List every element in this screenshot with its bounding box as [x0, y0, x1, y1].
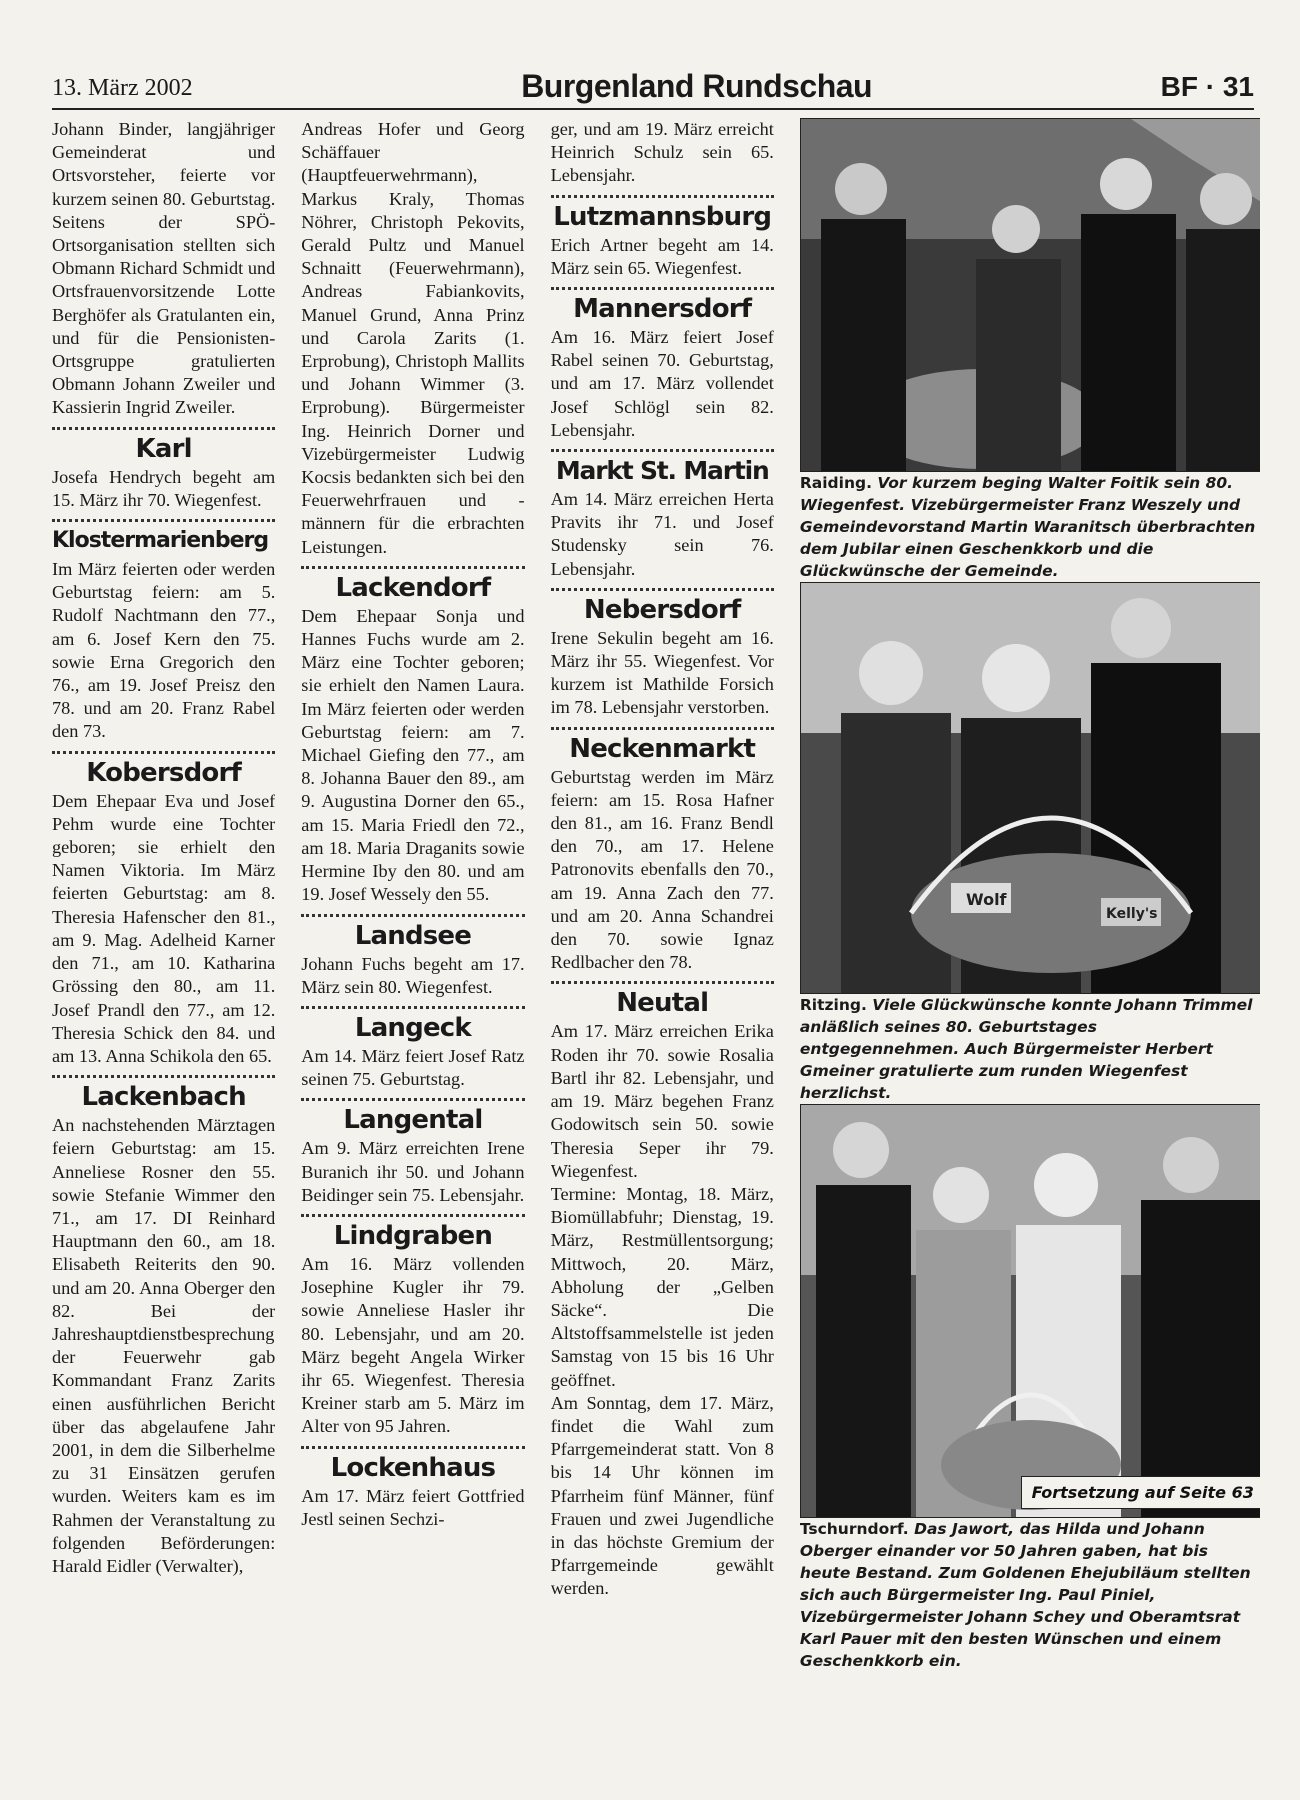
article-text: Im März feierten oder werden Geburtstag feiern: am 5. Rudolf Nachtmann den 77., am 6. Josef Kern den 75. sowie Erna Gregorich den 76., am 19. Josef Preisz den 78. und am 20. Franz Rabel den 73. — [52, 559, 276, 742]
article-text: Johann Fuchs begeht am 17. März sein 80. Wiegenfest. — [301, 953, 525, 997]
section-heading-lackendorf: Lackendorf — [335, 572, 491, 603]
column-3 — [551, 118, 774, 1672]
section-heading-klostermarienberg: Klostermarienberg — [52, 528, 269, 554]
article-text: Am 16. März feiert Josef Rabel seinen 70. Geburtstag, und am 17. März vollendet Josef Schlögl sein 82. Lebensjahr. — [550, 327, 774, 440]
photo-group-four-people — [801, 119, 1260, 471]
dotted-separator — [551, 287, 774, 290]
section-heading-lockenhaus: Lockenhaus — [330, 1452, 496, 1483]
article-text: Dem Ehepaar Sonja und Hannes Fuchs wurde am 2. März eine Tochter geboren; sie erhielt den Namen Laura. Im März feierten oder werden Geburtstag feiern: am 7. Michael Giefing den 77., am 8. Johanna Bauer den 89., am 9. Augustina Dorner den 65., am 15. Maria Friedl den 72., am 18. Maria Draganits sowie Hermine Iby den 80. und am 19. Josef Wessely den 55. — [301, 605, 525, 905]
page-header — [52, 58, 1254, 110]
caption-text: Das Jawort, das Hilda und Johann Oberger einander vor 50 Jahren gaben, hat bis heute Bestand. Zum Goldenen Ehejubiläum stellten sich auch Bürgermeister Ing. Paul Piniel, Vizebürgermeister Johann Schey und Oberamtsrat Karl Pauer mit den besten Wünschen und einem Geschenkkorb ein. — [799, 1520, 1251, 1670]
article-text: Am 14. März erreichen Herta Pravits ihr 71. und Josef Studensky sein 76. Lebensjahr. — [550, 489, 774, 579]
section-heading-langeck: Langeck — [354, 1012, 471, 1043]
section-heading-mannersdorf: Mannersdorf — [573, 294, 752, 325]
article-text: Erich Artner begeht am 14. März sein 65. Wiegenfest. — [550, 234, 774, 278]
article-text: Geburtstag werden im März feiern: am 15. Rosa Hafner den 81., am 16. Franz Bendl den 70., am 17. Helene Patronovits ebenfalls den 70., am 19. Anna Zach den 77. und am 20. Anna Schandrei den 70. sowie Ignaz Redlbacher den 78. — [550, 766, 774, 973]
section-heading-neckenmarkt: Neckenmarkt — [569, 733, 756, 764]
section-heading-landsee: Landsee — [354, 920, 472, 951]
dotted-separator — [551, 981, 774, 984]
section-heading-kobersdorf: Kobersdorf — [86, 757, 241, 788]
caption-text: Vor kurzem beging Walter Foitik sein 80. Wiegenfest. Vizebürgermeister Franz Weszely und Gemeindevorstand Martin Waranitsch überbrachten dem Jubilar einen Geschenkkorb und die Glückwünsche der Gemeinde. — [799, 474, 1256, 580]
basket-label: Wolf — [965, 890, 1007, 909]
dotted-separator — [301, 1446, 524, 1449]
caption-place: Raiding. — [799, 474, 872, 492]
basket-label: Kelly's — [1105, 906, 1158, 922]
photo-caption — [800, 1518, 1260, 1672]
dotted-separator — [52, 751, 275, 754]
article-text: Am 17. März feiert Gottfried Jestl seinen Sechzi- — [301, 1485, 525, 1529]
dotted-separator — [551, 449, 774, 452]
article-text: An nachstehenden Märztagen feiern Geburtstag: am 15. Anneliese Rosner den 55. sowie Stefanie Wimmer den 71., am 17. DI Reinhard Hauptmann den 60., am 18. Elisabeth Reiterits den 90. und am 20. Anna Oberger den 82. Bei der Jahreshauptdienstbesprechung der Feuerwehr gab Kommandant Franz Zarits einen ausführlichen Bericht über das abgelaufene Jahr 2001, in dem die Silberhelme zu 31 Einsätzen gerufen wurden. Weiters kam es im Rahmen der Veranstaltung zu folgenden Beförderungen: Harald Eidler (Verwalter), — [52, 1115, 276, 1576]
column-2 — [301, 118, 524, 1672]
dotted-separator — [301, 914, 524, 917]
continuation-note: Fortsetzung auf Seite 63 — [1021, 1476, 1260, 1509]
article-text: Am 17. März erreichen Erika Roden ihr 70. sowie Rosalia Bartl ihr 82. Lebensjahr, und am 19. März begehen Franz Godowitsch sein 50. sowie Theresia Seper ihr 79. Wiegenfest. — [550, 1021, 774, 1181]
section-heading-karl: Karl — [135, 433, 192, 464]
article-text: Andreas Hofer und Georg Schäffauer (Hauptfeuerwehrmann), Markus Kraly, Thomas Nöhrer, Christoph Pekovits, Gerald Pultz und Manuel Schnaitt (Feuerwehrmann), Andreas Fabiankovits, Manuel Grund, Anna Prinz und Carola Zarits (1. Erprobung), Christoph Mallits und Johann Wimmer (3. Erprobung). Bürgermeister Ing. Heinrich Dorner und Vizebürgermeister Ludwig Kocsis bedankten sich bei den Feuerwehrfrauen und -männern für die erbrachten Leistungen. — [301, 119, 525, 557]
photo-tschurndorf — [800, 1104, 1260, 1518]
issue-date: 13. März 2002 — [52, 75, 193, 101]
photo-group-with-basket — [801, 583, 1260, 993]
section-heading-lindgraben: Lindgraben — [333, 1220, 493, 1251]
article-text: Am 16. März vollenden Josephine Kugler ihr 79. sowie Anneliese Hasler ihr 80. Lebensjahr, und am 20. März begeht Angela Wirker ihr 65. Wiegenfest. Theresia Kreiner starb am 5. März im Alter von 95 Jahren. — [301, 1253, 525, 1437]
photo-group-anniversary — [801, 1105, 1260, 1517]
photo-caption — [800, 994, 1260, 1104]
column-1 — [52, 118, 275, 1672]
article-text: ger, und am 19. März erreicht Heinrich Schulz sein 65. Lebensjahr. — [550, 119, 774, 186]
photo-raiding — [800, 118, 1260, 472]
dotted-separator — [551, 195, 774, 198]
section-heading-markt-st-martin: Markt St. Martin — [555, 456, 769, 486]
newspaper-title: Burgenland Rundschau — [521, 68, 873, 104]
section-heading-neutal: Neutal — [616, 988, 709, 1019]
dotted-separator — [301, 566, 524, 569]
photo-column — [800, 118, 1260, 1672]
section-heading-nebersdorf: Nebersdorf — [583, 594, 741, 625]
dotted-separator — [551, 588, 774, 591]
article-text: Termine: Montag, 18. März, Biomüllabfuhr; Dienstag, 19. März, Restmüllentsorgung; Mittwoch, 20. März, Abholung der „Gelben Säcke“. Die Altstoffsammelstelle ist jeden Samstag von 15 bis 16 Uhr geöffnet. — [550, 1183, 774, 1390]
dotted-separator — [52, 519, 275, 522]
caption-text: Viele Glückwünsche konnte Johann Trimmel anläßlich seines 80. Geburtstages entgegennehmen. Auch Bürgermeister Herbert Gmeiner gratulierte zum runden Wiegenfest herzlichst. — [799, 996, 1253, 1102]
article-text: Am Sonntag, dem 17. März, findet die Wahl zum Pfarrgemeinderat statt. Von 8 bis 14 Uhr können im Pfarrheim fünf Männer, fünf Frauen und zwei Jugendliche in das höchste Gremium der Pfarrgemeinde gewählt werden. — [550, 1392, 774, 1599]
article-text: Am 9. März erreichten Irene Buranich ihr 50. und Johann Beidinger sein 75. Lebensjahr. — [301, 1138, 525, 1205]
caption-place: Ritzing. — [799, 996, 867, 1014]
article-text: Josefa Hendrych begeht am 15. März ihr 70. Wiegenfest. — [52, 466, 276, 510]
article-text: Am 14. März feiert Josef Ratz seinen 75. Geburtstag. — [301, 1045, 525, 1090]
dotted-separator — [52, 427, 275, 430]
article-text: Johann Binder, langjähriger Gemeinderat und Ortsvorsteher, feierte vor kurzem seinen 80. Geburtstag. Seitens der SPÖ-Ortsorganisation stellten sich Obmann Richard Schmidt und Ortsfrauenvorsitzende Lotte Berghöfer als Gratulanten ein, und für die Pensionisten-Ortsgruppe gratulierten Obmann Johann Zweiler und Kassierin Ingrid Zweiler. — [52, 119, 276, 418]
section-heading-langental: Langental — [343, 1105, 483, 1136]
dotted-separator — [301, 1006, 524, 1009]
caption-place: Tschurndorf. — [799, 1520, 909, 1538]
page-number: BF · 31 — [1160, 71, 1254, 102]
section-heading-lackenbach: Lackenbach — [81, 1082, 246, 1113]
article-text: Irene Sekulin begeht am 16. März ihr 55. Wiegenfest. Vor kurzem ist Mathilde Forsich im 78. Lebensjahr verstorben. — [550, 627, 774, 718]
photo-caption — [800, 472, 1260, 582]
section-heading-lutzmannsburg: Lutzmannsburg — [553, 201, 772, 232]
dotted-separator — [551, 727, 774, 730]
dotted-separator — [301, 1098, 524, 1101]
dotted-separator — [301, 1214, 524, 1217]
photo-ritzing — [800, 582, 1260, 994]
dotted-separator — [52, 1075, 275, 1078]
article-text: Dem Ehepaar Eva und Josef Pehm wurde eine Tochter geboren; sie erhielt den Namen Viktoria. Im März feierten Geburtstag: am 8. Theresia Hafenscher den 81., am 9. Mag. Adelheid Karner den 71., am 10. Katharina Grössing den 80., am 11. Josef Prandl den 77., am 12. Theresia Schick den 84. und am 13. Anna Schikola den 65. — [52, 790, 276, 1066]
